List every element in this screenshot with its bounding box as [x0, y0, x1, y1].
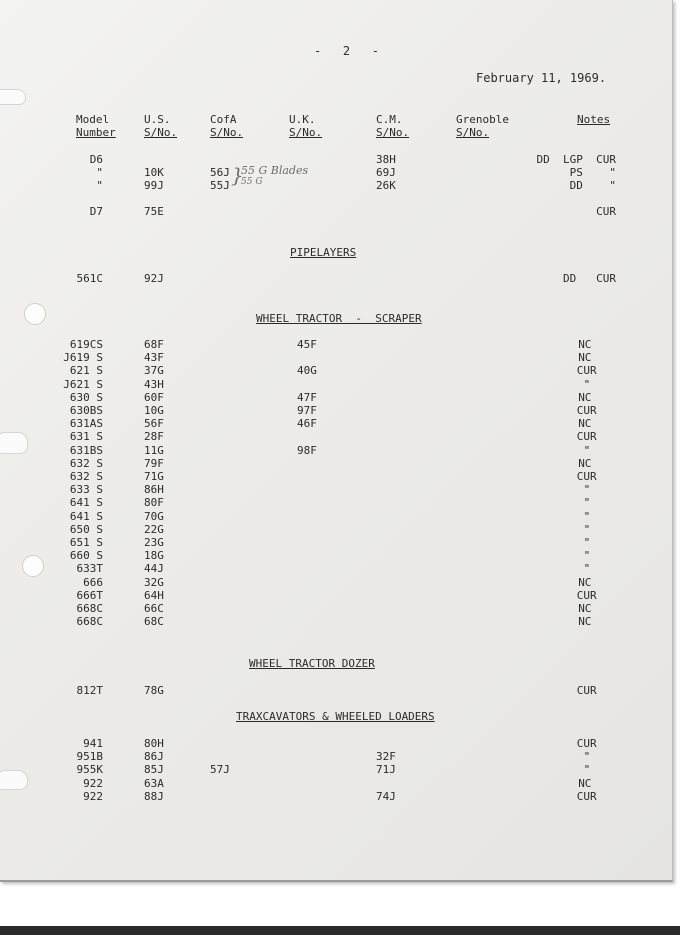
cell-model: 641 S [69, 496, 103, 509]
cell-us-sno: 86H [144, 483, 164, 496]
cell-model: 922 [83, 777, 103, 790]
cell-uk-sno: 45F [297, 338, 317, 351]
cell-notes: NC [578, 602, 592, 615]
cell-us-sno: 68F [144, 338, 164, 351]
cell-us-sno: 80H [144, 737, 164, 750]
cell-cm-sno: 32F [376, 750, 396, 763]
cell-model: 668C [76, 602, 103, 615]
cell-us-sno: 63A [144, 777, 164, 790]
cell-notes: NC [578, 777, 592, 790]
header-grenoble: Grenoble [456, 113, 509, 126]
header-model: Model [76, 113, 110, 126]
cell-us-sno: 10G [144, 404, 164, 417]
cell-model: 633T [76, 562, 103, 575]
cell-notes: NC [578, 338, 592, 351]
cell-us-sno: 80F [144, 496, 164, 509]
cell-model: 812T [76, 684, 103, 697]
handwritten-note: 55 G [241, 177, 263, 187]
cell-us-sno: 79F [144, 457, 164, 470]
cell-model: 630BS [69, 404, 103, 417]
cell-uk-sno: 47F [297, 391, 317, 404]
section-title: PIPELAYERS [290, 246, 357, 259]
cell-model: J621 S [63, 378, 103, 391]
cell-notes: NC [578, 391, 592, 404]
cell-cofa-sno: 55J [210, 179, 230, 192]
cell-model: 630 S [69, 391, 103, 404]
cell-model: J619 S [63, 351, 103, 364]
cell-model: 621 S [69, 364, 103, 377]
cell-notes: " [583, 483, 591, 496]
cell-model: 631 S [69, 430, 103, 443]
cell-cofa-sno: 57J [210, 763, 230, 776]
cell-model: " [96, 179, 103, 192]
cell-us-sno: 64H [144, 589, 164, 602]
cell-notes: CUR [576, 589, 597, 602]
header-cm: C.M. [376, 113, 403, 126]
cell-model: 922 [83, 790, 103, 803]
cell-model: 633 S [69, 483, 103, 496]
cell-model: 941 [83, 737, 103, 750]
cell-notes: " [583, 549, 591, 562]
cell-notes: " [583, 750, 591, 763]
cell-us-sno: 92J [144, 272, 164, 285]
cell-model: " [96, 166, 103, 179]
cell-us-sno: 86J [144, 750, 164, 763]
cell-us-sno: 10K [144, 166, 164, 179]
cell-us-sno: 11G [144, 444, 164, 457]
cell-notes: CUR [576, 430, 597, 443]
cell-us-sno: 85J [144, 763, 164, 776]
cell-us-sno: 71G [144, 470, 164, 483]
cell-us-sno: 66C [144, 602, 164, 615]
header-cofa: CofA [210, 113, 237, 126]
cell-notes: NC [578, 615, 592, 628]
cell-cm-sno: 74J [376, 790, 396, 803]
cell-notes: " [583, 562, 591, 575]
cell-notes: NC [578, 457, 592, 470]
cell-us-sno: 75E [144, 205, 164, 218]
cell-uk-sno: 98F [297, 444, 317, 457]
cell-us-sno: 28F [144, 430, 164, 443]
handwritten-brace: } [231, 163, 244, 187]
section-title: WHEEL TRACTOR - SCRAPER [256, 312, 422, 325]
document-date: February 11, 1969. [476, 71, 607, 85]
cell-notes: CUR [576, 404, 597, 417]
cell-cm-sno: 38H [376, 153, 396, 166]
cell-notes: CUR [576, 470, 597, 483]
cell-model: 641 S [69, 510, 103, 523]
cell-us-sno: 68C [144, 615, 164, 628]
cell-us-sno: 22G [144, 523, 164, 536]
cell-model: 632 S [69, 457, 103, 470]
cell-notes: " [583, 763, 591, 776]
cell-notes: " [583, 510, 591, 523]
cell-model: 666T [76, 589, 103, 602]
header-grenoble-sno: S/No. [456, 126, 490, 139]
cell-model: 651 S [69, 536, 103, 549]
cell-notes: NC [578, 351, 592, 364]
cell-notes: DD " [569, 179, 616, 192]
cell-notes: CUR [576, 684, 597, 697]
cell-model: 666 [83, 576, 103, 589]
cell-us-sno: 43F [144, 351, 164, 364]
header-uk-sno: S/No. [289, 126, 323, 139]
cell-notes: CUR [576, 737, 597, 750]
torn-edge [0, 432, 28, 454]
cell-model: 632 S [69, 470, 103, 483]
cell-notes: DD CUR [563, 272, 616, 285]
cell-notes: " [583, 496, 591, 509]
cell-cm-sno: 26K [376, 179, 396, 192]
cell-cm-sno: 69J [376, 166, 396, 179]
header-notes: Notes [577, 113, 611, 126]
cell-model: 955K [76, 763, 103, 776]
cell-us-sno: 37G [144, 364, 164, 377]
section-title: WHEEL TRACTOR DOZER [249, 657, 375, 670]
cell-notes: NC [578, 417, 592, 430]
cell-model: 631BS [69, 444, 103, 457]
punch-hole [22, 555, 44, 577]
cell-model: D7 [89, 205, 103, 218]
cell-us-sno: 70G [144, 510, 164, 523]
cell-model: 650 S [69, 523, 103, 536]
cell-us-sno: 88J [144, 790, 164, 803]
cell-notes: " [583, 523, 591, 536]
header-us: U.S. [144, 113, 171, 126]
header-cm-sno: S/No. [376, 126, 410, 139]
cell-notes: CUR [596, 205, 616, 218]
cell-notes: DD LGP CUR [536, 153, 616, 166]
header-us-sno: S/No. [144, 126, 178, 139]
cell-us-sno: 78G [144, 684, 164, 697]
scan-edge [0, 926, 680, 935]
cell-us-sno: 43H [144, 378, 164, 391]
cell-us-sno: 99J [144, 179, 164, 192]
cell-model: 619CS [69, 338, 103, 351]
cell-notes: CUR [576, 364, 597, 377]
section-title: TRAXCAVATORS & WHEELED LOADERS [236, 710, 435, 723]
header-uk: U.K. [289, 113, 316, 126]
cell-notes: NC [578, 576, 592, 589]
cell-model: 561C [76, 272, 103, 285]
header-cofa-sno: S/No. [210, 126, 244, 139]
cell-notes: " [583, 536, 591, 549]
cell-uk-sno: 97F [297, 404, 317, 417]
cell-cm-sno: 71J [376, 763, 396, 776]
cell-us-sno: 18G [144, 549, 164, 562]
cell-model: D6 [89, 153, 103, 166]
punch-hole [24, 303, 46, 325]
page-number: - 2 - [314, 44, 380, 58]
cell-us-sno: 44J [144, 562, 164, 575]
cell-uk-sno: 46F [297, 417, 317, 430]
cell-cofa-sno: 56J [210, 166, 230, 179]
cell-notes: PS " [569, 166, 616, 179]
cell-us-sno: 56F [144, 417, 164, 430]
cell-notes: CUR [576, 790, 597, 803]
torn-edge [0, 770, 28, 790]
cell-us-sno: 23G [144, 536, 164, 549]
cell-model: 631AS [69, 417, 103, 430]
cell-model: 668C [76, 615, 103, 628]
header-model-number: Number [76, 126, 116, 139]
cell-us-sno: 60F [144, 391, 164, 404]
cell-uk-sno: 40G [297, 364, 317, 377]
cell-notes: " [583, 378, 591, 391]
cell-notes: " [583, 444, 591, 457]
cell-model: 660 S [69, 549, 103, 562]
handwritten-note: 55 G Blades [241, 164, 309, 177]
cell-us-sno: 32G [144, 576, 164, 589]
cell-model: 951B [76, 750, 103, 763]
torn-edge [0, 89, 26, 105]
